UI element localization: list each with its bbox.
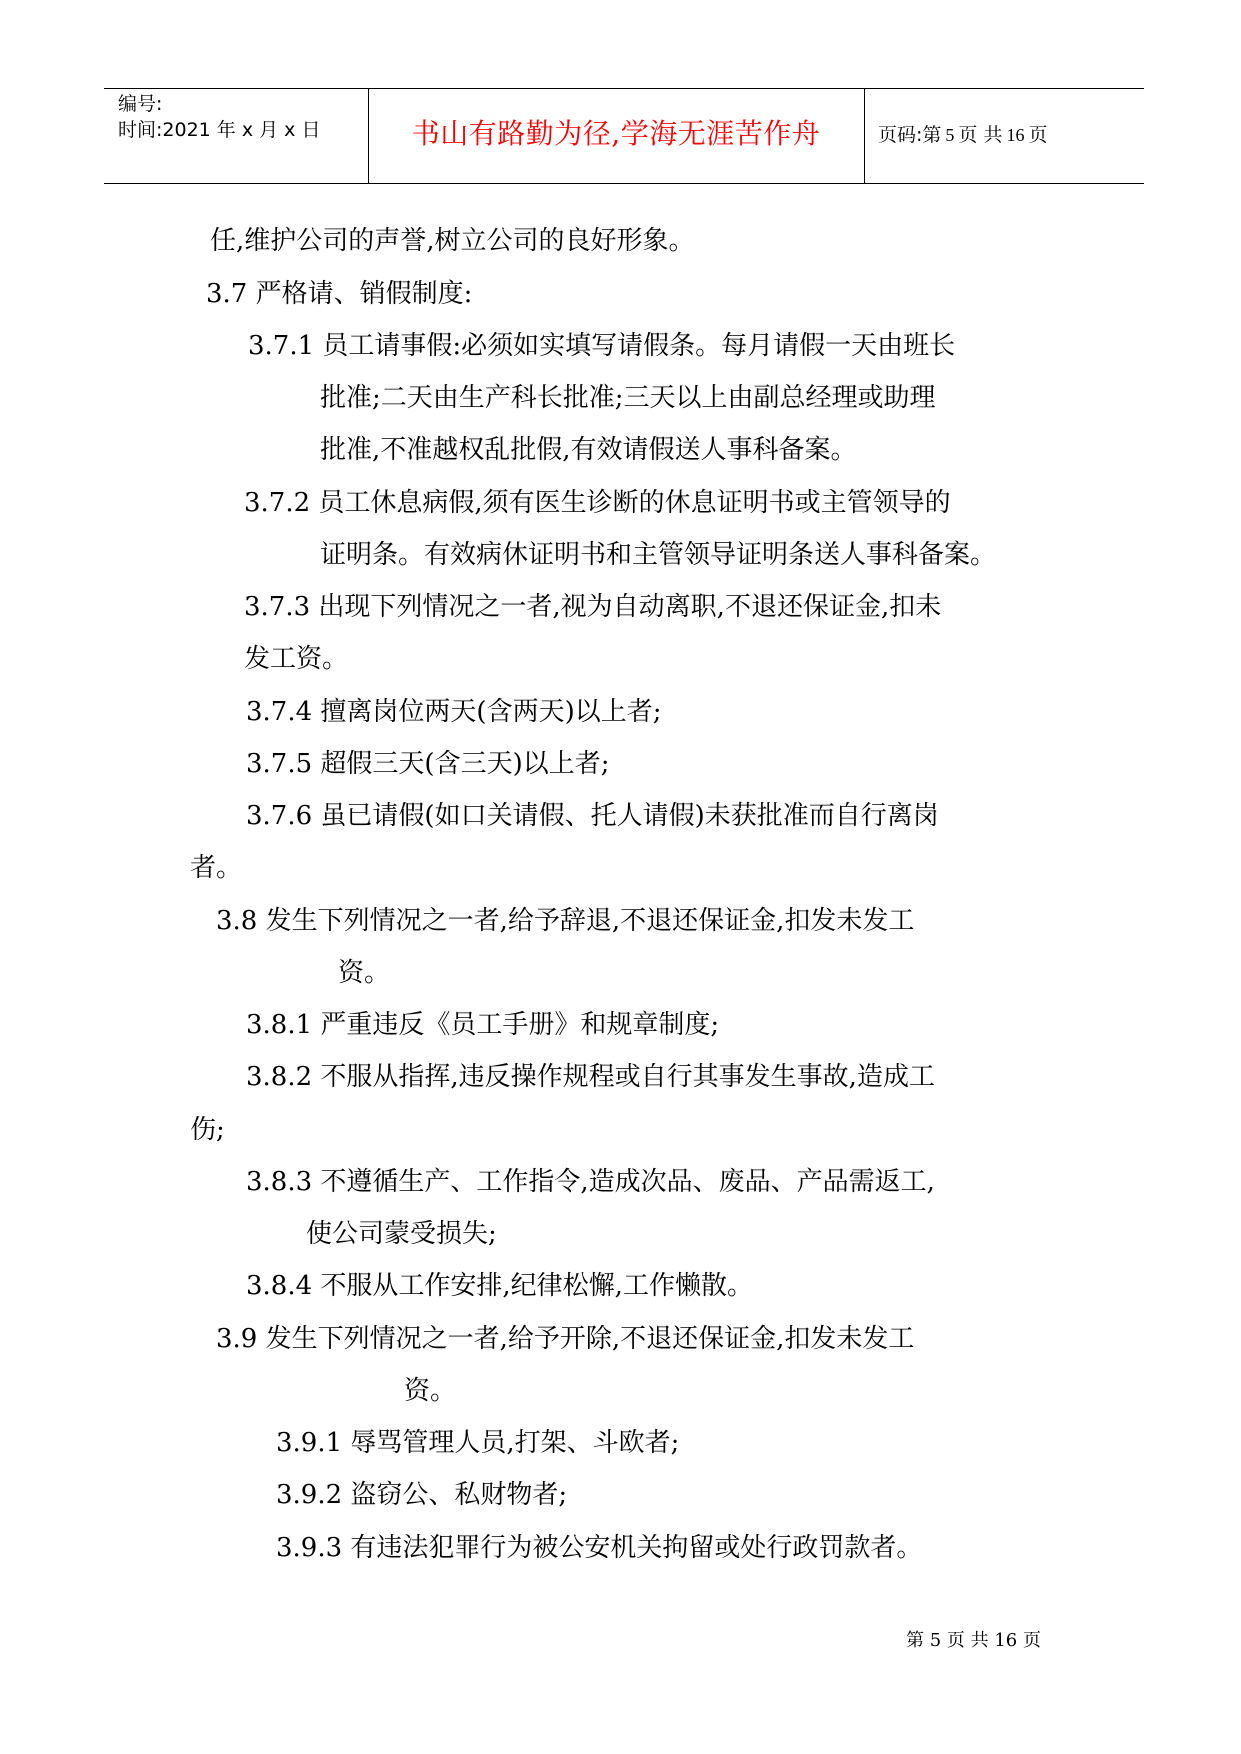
body-line: 3.7.6 虽已请假(如口关请假、托人请假)未获批准而自行离岗: [246, 801, 939, 831]
document-header: [104, 88, 1144, 184]
body-line: 使公司蒙受损失;: [306, 1219, 497, 1249]
body-line: 3.9.2 盗窃公、私财物者;: [276, 1480, 568, 1510]
body-line: 3.8.4 不服从工作安排,纪律松懈,工作懒散。: [246, 1271, 753, 1301]
page-code-current: 5: [945, 125, 955, 145]
body-line: 3.8.3 不遵循生产、工作指令,造成次品、废品、产品需返工,: [246, 1167, 935, 1197]
page-code-suffix: 页: [1028, 124, 1048, 146]
body-line: 伤;: [190, 1115, 225, 1145]
page-code-total: 16: [1006, 125, 1025, 145]
body-line: 3.8.2 不服从指挥,违反操作规程或自行其事发生事故,造成工: [246, 1062, 935, 1092]
body-line: 3.7.4 擅离岗位两天(含两天)以上者;: [246, 697, 662, 727]
body-line: 3.9.1 辱骂管理人员,打架、斗欧者;: [276, 1428, 680, 1458]
body-line: 3.7.1 员工请事假:必须如实填写请假条。每月请假一天由班长: [248, 331, 956, 361]
body-line: 3.8 发生下列情况之一者,给予辞退,不退还保证金,扣发未发工: [216, 906, 915, 936]
body-line: 3.7.3 出现下列情况之一者,视为自动离职,不退还保证金,扣未: [244, 592, 942, 622]
body-line: 资。: [338, 958, 391, 988]
header-page-cell: [864, 89, 1144, 183]
header-info-cell: [104, 89, 369, 183]
page-code-prefix: 页码:第: [878, 124, 942, 146]
document-code-label: 编号:: [118, 93, 163, 115]
body-line: 批准,不准越权乱批假,有效请假送人事科备案。: [320, 435, 857, 465]
document-time-label: 时间:2021 年 x 月 x 日: [118, 119, 321, 141]
body-line: 证明条。有效病休证明书和主管领导证明条送人事科备案。: [320, 540, 997, 570]
body-line: 资。: [404, 1376, 457, 1406]
body-line: 3.8.1 严重违反《员工手册》和规章制度;: [246, 1010, 720, 1040]
header-page-code: [878, 123, 1047, 147]
header-motto: 书山有路勤为径,学海无涯苦作舟: [411, 117, 821, 150]
page-code-mid: 页 共: [958, 124, 1003, 146]
body-line: 批准;二天由生产科长批准;三天以上由副总经理或助理: [320, 383, 936, 413]
body-line: 者。: [190, 853, 243, 883]
body-line: 3.9 发生下列情况之一者,给予开除,不退还保证金,扣发未发工: [216, 1324, 915, 1354]
body-line: 3.9.3 有违法犯罪行为被公安机关拘留或处行政罚款者。: [276, 1533, 923, 1563]
body-line: 3.7.2 员工休息病假,须有医生诊断的休息证明书或主管领导的: [244, 488, 951, 518]
body-line: 发工资。: [244, 644, 349, 674]
header-motto-cell: [368, 89, 865, 183]
page-footer: 第 5 页 共 16 页: [906, 1630, 1041, 1651]
body-line: 3.7 严格请、销假制度:: [206, 279, 473, 309]
body-line: 任,维护公司的声誉,树立公司的良好形象。: [210, 226, 695, 256]
body-line: 3.7.5 超假三天(含三天)以上者;: [246, 749, 610, 779]
